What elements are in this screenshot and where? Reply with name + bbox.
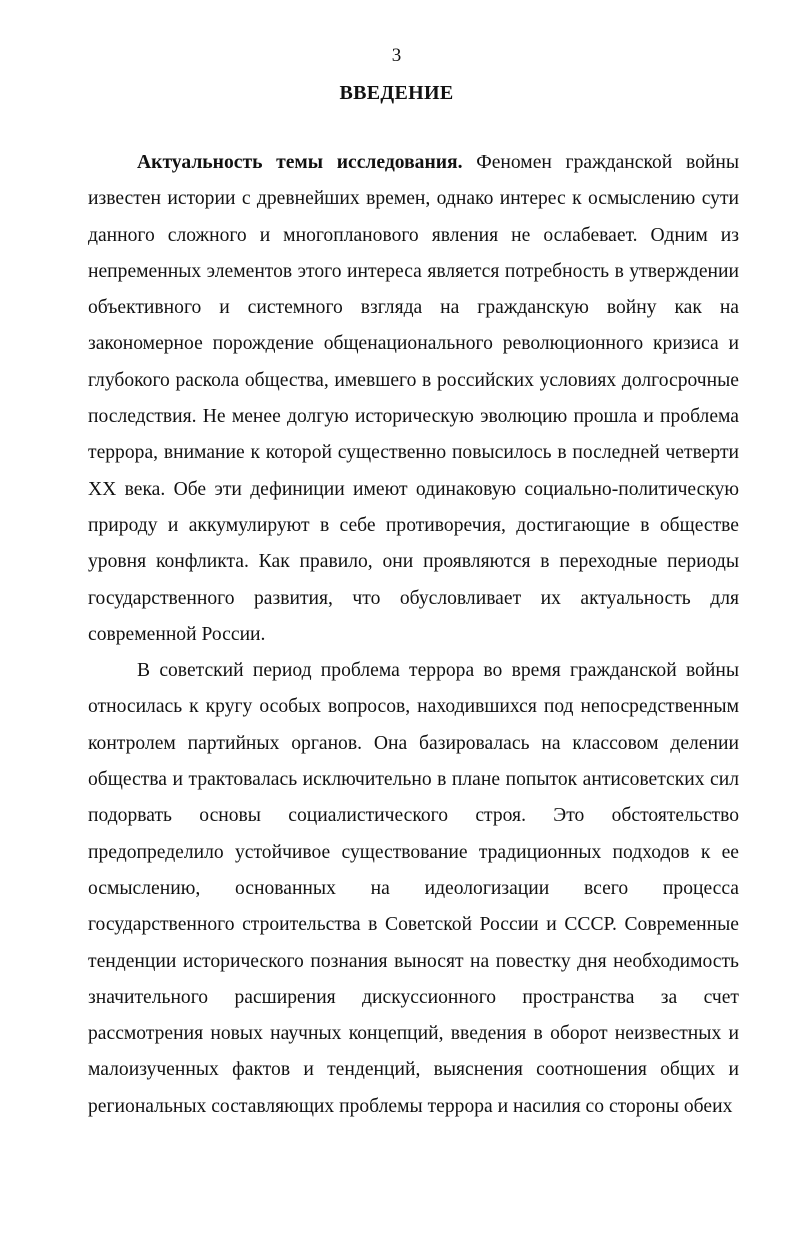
page-number: 3	[391, 45, 402, 66]
paragraph-lead-heading: Актуальность темы исследования.	[137, 152, 463, 173]
paragraph-soviet-period: В советский период проблема террора во время гражданской войны относилась к кругу особых вопросов, находившихся под непосредственным контролем партийных органов. Она базировалась на классовом делении общества и трактовалась исключительно в плане попыток антисоветских сил подорвать основы социалистического строя. Это обстоятельство предопределило устойчивое существование традиционных подходов к ее осмыслению, основанных на идеологизации всего процесса государственного строительства в Советской России и СССР. Современные тенденции исторического познания выносят на повестку дня необходимость значительного расширения дискуссионного пространства за счет рассмотрения новых научных концепций, введения в оборот неизвестных и малоизученных фактов и тенденций, выяснения соотношения общих и региональных составляющих проблемы террора и насилия со стороны обеих	[88, 660, 739, 1117]
section-title: ВВЕДЕНИЕ	[339, 82, 454, 104]
paragraph-relevance	[88, 145, 739, 653]
paragraph-text: Феномен гражданской войны известен истории с древнейших времен, однако интерес к осмыслению сути данного сложного и многопланового явления не ослабевает. Одним из непременных элементов этого интереса является потребность в утверждении объективного и системного взгляда на гражданскую войну как на закономерное порождение общенационального революционного кризиса и глубокого раскола общества, имевшего в российских условиях долгосрочные последствия. Не менее долгую историческую эволюцию прошла и проблема террора, внимание к которой существенно повысилось в последней четверти XX века. Обе эти дефиниции имеют одинаковую социально-политическую природу и аккумулируют в себе противоречия, достигающие в обществе уровня конфликта. Как правило, они проявляются в переходные периоды государственного развития, что обусловливает их актуальность для современной России.	[88, 152, 739, 645]
body-text	[88, 145, 739, 1125]
